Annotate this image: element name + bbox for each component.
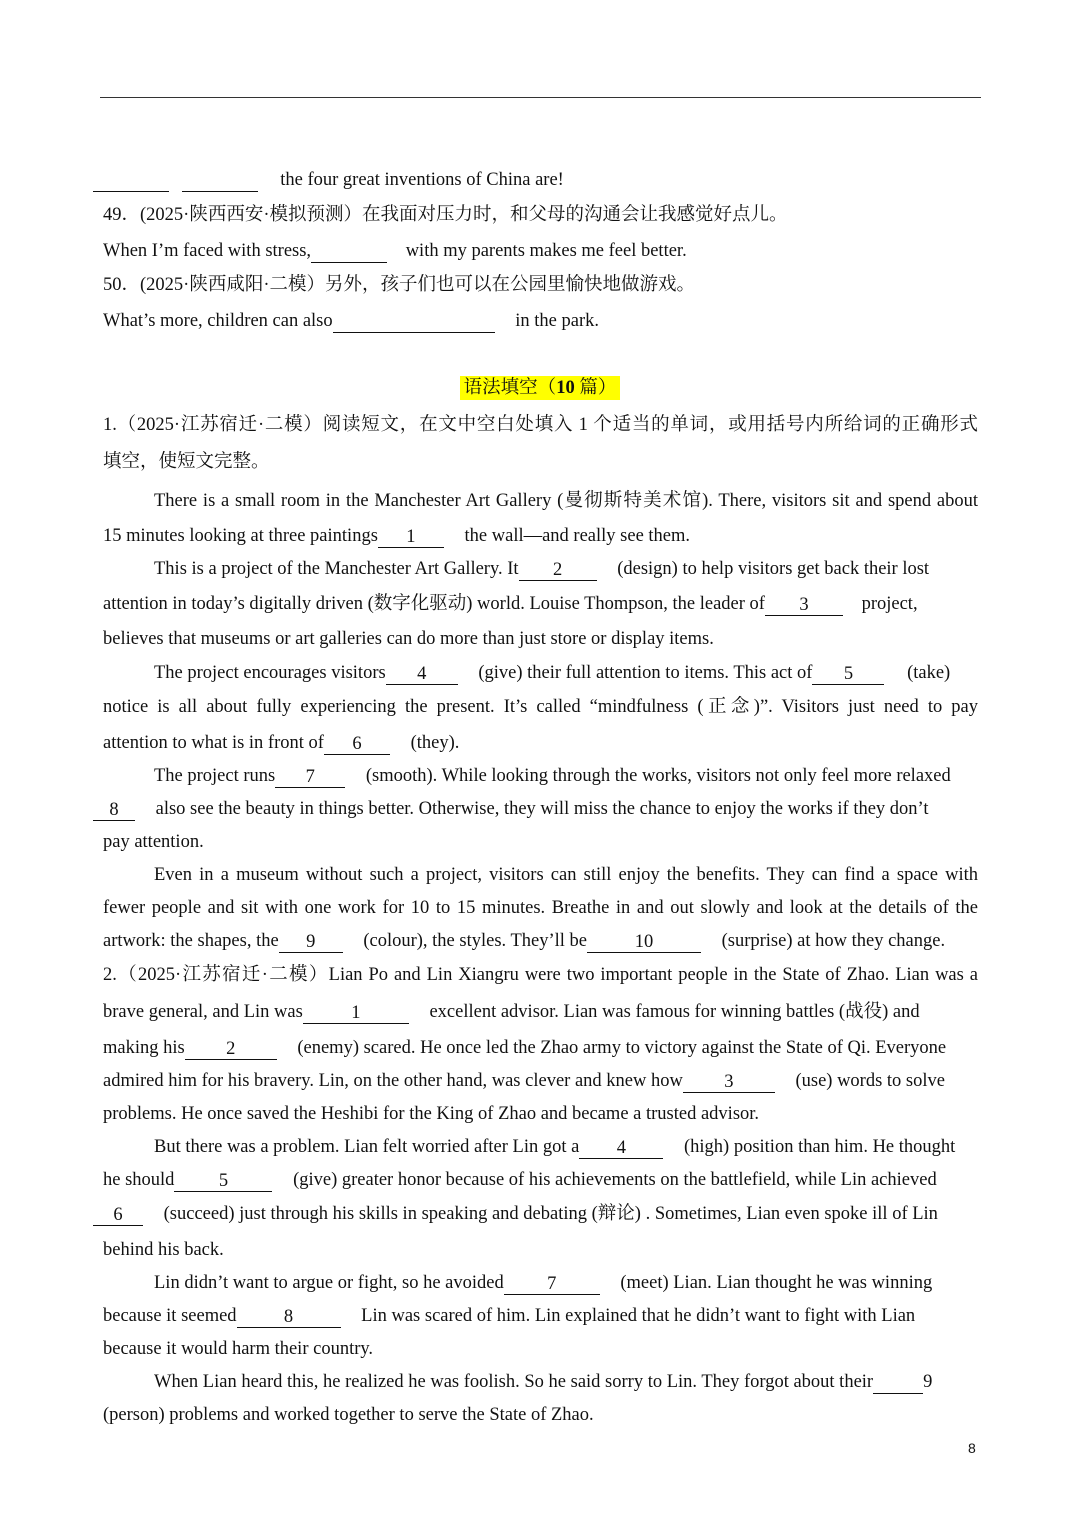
paragraph-line: The project runs 7 (smooth). While looking through the works, visitors not only feel more relaxed: [154, 766, 951, 787]
answer-blank[interactable]: 2: [185, 1037, 277, 1060]
highlight: 语法填空（10 篇）: [460, 376, 621, 400]
sentence-text: with my parents makes me feel better.: [405, 241, 687, 261]
sentence-text: When I’m faced with stress,: [103, 241, 312, 261]
paragraph-line: admired him for his bravery. Lin, on the other hand, was clever and knew how 3 (use) words to solve: [103, 1071, 945, 1092]
answer-blank[interactable]: 8: [93, 798, 135, 821]
answer-blank[interactable]: 5: [812, 662, 884, 685]
paragraph-line: 15 minutes looking at three paintings 1 the wall—and really see them.: [103, 526, 691, 547]
answer-blank[interactable]: [182, 169, 258, 192]
sentence-text: the four great inventions of China are!: [280, 170, 564, 190]
paragraph-line: behind his back.: [103, 1240, 224, 1260]
paragraph-line: artwork: the shapes, the 9 (colour), the styles. They’ll be 10 (surprise) at how they change.: [103, 931, 946, 952]
answer-blank[interactable]: [873, 1371, 923, 1394]
passage1-intro: 1.（2025·江苏宿迁·二模）阅读短文，在文中空白处填入 1 个适当的单词，或用括号内所给词的正确形式: [103, 415, 978, 435]
paragraph-line: problems. He once saved the Heshibi for the King of Zhao and became a trusted advisor.: [103, 1104, 760, 1124]
question-50: 50．(2025·陕西咸阳·二模）另外，孩子们也可以在公园里愉快地做游戏。: [103, 275, 695, 295]
answer-blank[interactable]: 4: [579, 1136, 663, 1159]
paragraph-line: he should 5 (give) greater honor because of his achievements on the battlefield, while Lin achieved: [103, 1170, 937, 1191]
paragraph-line: (person) problems and worked together to serve the State of Zhao.: [103, 1405, 594, 1425]
paragraph-line: 8 also see the beauty in things better. Otherwise, they will miss the chance to enjoy the works if they don’t: [103, 797, 978, 821]
paragraph-line: making his 2 (enemy) scared. He once led the Zhao army to victory against the State of Qi. Everyone: [103, 1038, 947, 1059]
answer-blank[interactable]: 1: [303, 1001, 409, 1024]
paragraph-line: 2.（2025·江苏宿迁·二模）Lian Po and Lin Xiangru were two important people in the State of Zhao. Lian was a: [103, 965, 978, 985]
answer-blank[interactable]: 5: [174, 1169, 272, 1192]
answer-blank[interactable]: 2: [519, 558, 597, 581]
answer-blank[interactable]: [311, 240, 387, 263]
paragraph-line: fewer people and sit with one work for 10 to 15 minutes. Breathe in and out slowly and look at the details of the: [103, 898, 978, 918]
passage1-intro: 填空，使短文完整。: [103, 452, 270, 472]
paragraph-line: attention to what is in front of 6 (they).: [103, 733, 460, 754]
paragraph-line: Lin didn’t want to argue or fight, so he avoided 7 (meet) Lian. Lian thought he was winning: [154, 1273, 933, 1294]
page-number: 8: [968, 1440, 976, 1456]
answer-blank[interactable]: 6: [93, 1203, 143, 1226]
paragraph-line: notice is all about fully experiencing the present. It’s called “mindfulness (正念)”. Visitors just need to pay: [103, 697, 978, 717]
paragraph-line: 6 (succeed) just through his skills in speaking and debating (辩论) . Sometimes, Lian even spoke ill of Lin: [103, 1202, 978, 1226]
paragraph-line: because it would harm their country.: [103, 1339, 374, 1359]
paragraph-line: believes that museums or art galleries can do more than just store or display items.: [103, 629, 714, 649]
answer-blank[interactable]: 1: [378, 525, 444, 548]
section-heading: [0, 376, 1080, 400]
answer-blank[interactable]: 3: [765, 593, 843, 616]
paragraph-line: attention in today’s digitally driven (数字化驱动) world. Louise Thompson, the leader of 3 project,: [103, 594, 918, 615]
answer-blank[interactable]: 6: [324, 732, 390, 755]
answer-blank[interactable]: 4: [386, 662, 458, 685]
paragraph-line: Even in a museum without such a project, visitors can still enjoy the benefits. They can find a space with: [154, 865, 978, 885]
answer-blank[interactable]: 8: [237, 1305, 341, 1328]
paragraph-line: When Lian heard this, he realized he was foolish. So he said sorry to Lin. They forgot about their 9: [154, 1372, 933, 1392]
answer-blank[interactable]: 9: [279, 930, 343, 953]
paragraph-line: pay attention.: [103, 832, 204, 852]
paragraph-line: brave general, and Lin was 1 excellent advisor. Lian was famous for winning battles (战役) and: [103, 1002, 920, 1023]
answer-blank[interactable]: [93, 169, 169, 192]
paragraph-line: This is a project of the Manchester Art Gallery. It 2 (design) to help visitors get back their lost: [154, 559, 930, 580]
sentence-text: in the park.: [515, 311, 599, 331]
answer-line-50: [103, 309, 978, 333]
paragraph-line: But there was a problem. Lian felt worried after Lin got a 4 (high) position than him. He thought: [154, 1137, 956, 1158]
answer-blank[interactable]: [333, 310, 495, 333]
sentence-text: What’s more, children can also: [103, 311, 333, 331]
answer-line-49: [103, 239, 978, 263]
paragraph-line: The project encourages visitors 4 (give) their full attention to items. This act of 5 (take): [154, 663, 951, 684]
answer-blank[interactable]: 10: [587, 930, 701, 953]
question-49: 49．(2025·陕西西安·模拟预测）在我面对压力时，和父母的沟通会让我感觉好点儿。: [103, 205, 788, 225]
paragraph-line: because it seemed 8 Lin was scared of him. Lin explained that he didn’t want to fight with Lian: [103, 1306, 916, 1327]
answer-blank[interactable]: 7: [275, 765, 345, 788]
header-rule: [100, 97, 981, 98]
paragraph-line: There is a small room in the Manchester Art Gallery (曼彻斯特美术馆). There, visitors sit and spend about: [154, 491, 978, 511]
answer-line-48: [103, 168, 978, 192]
answer-blank[interactable]: 3: [683, 1070, 775, 1093]
answer-blank[interactable]: 7: [504, 1272, 600, 1295]
